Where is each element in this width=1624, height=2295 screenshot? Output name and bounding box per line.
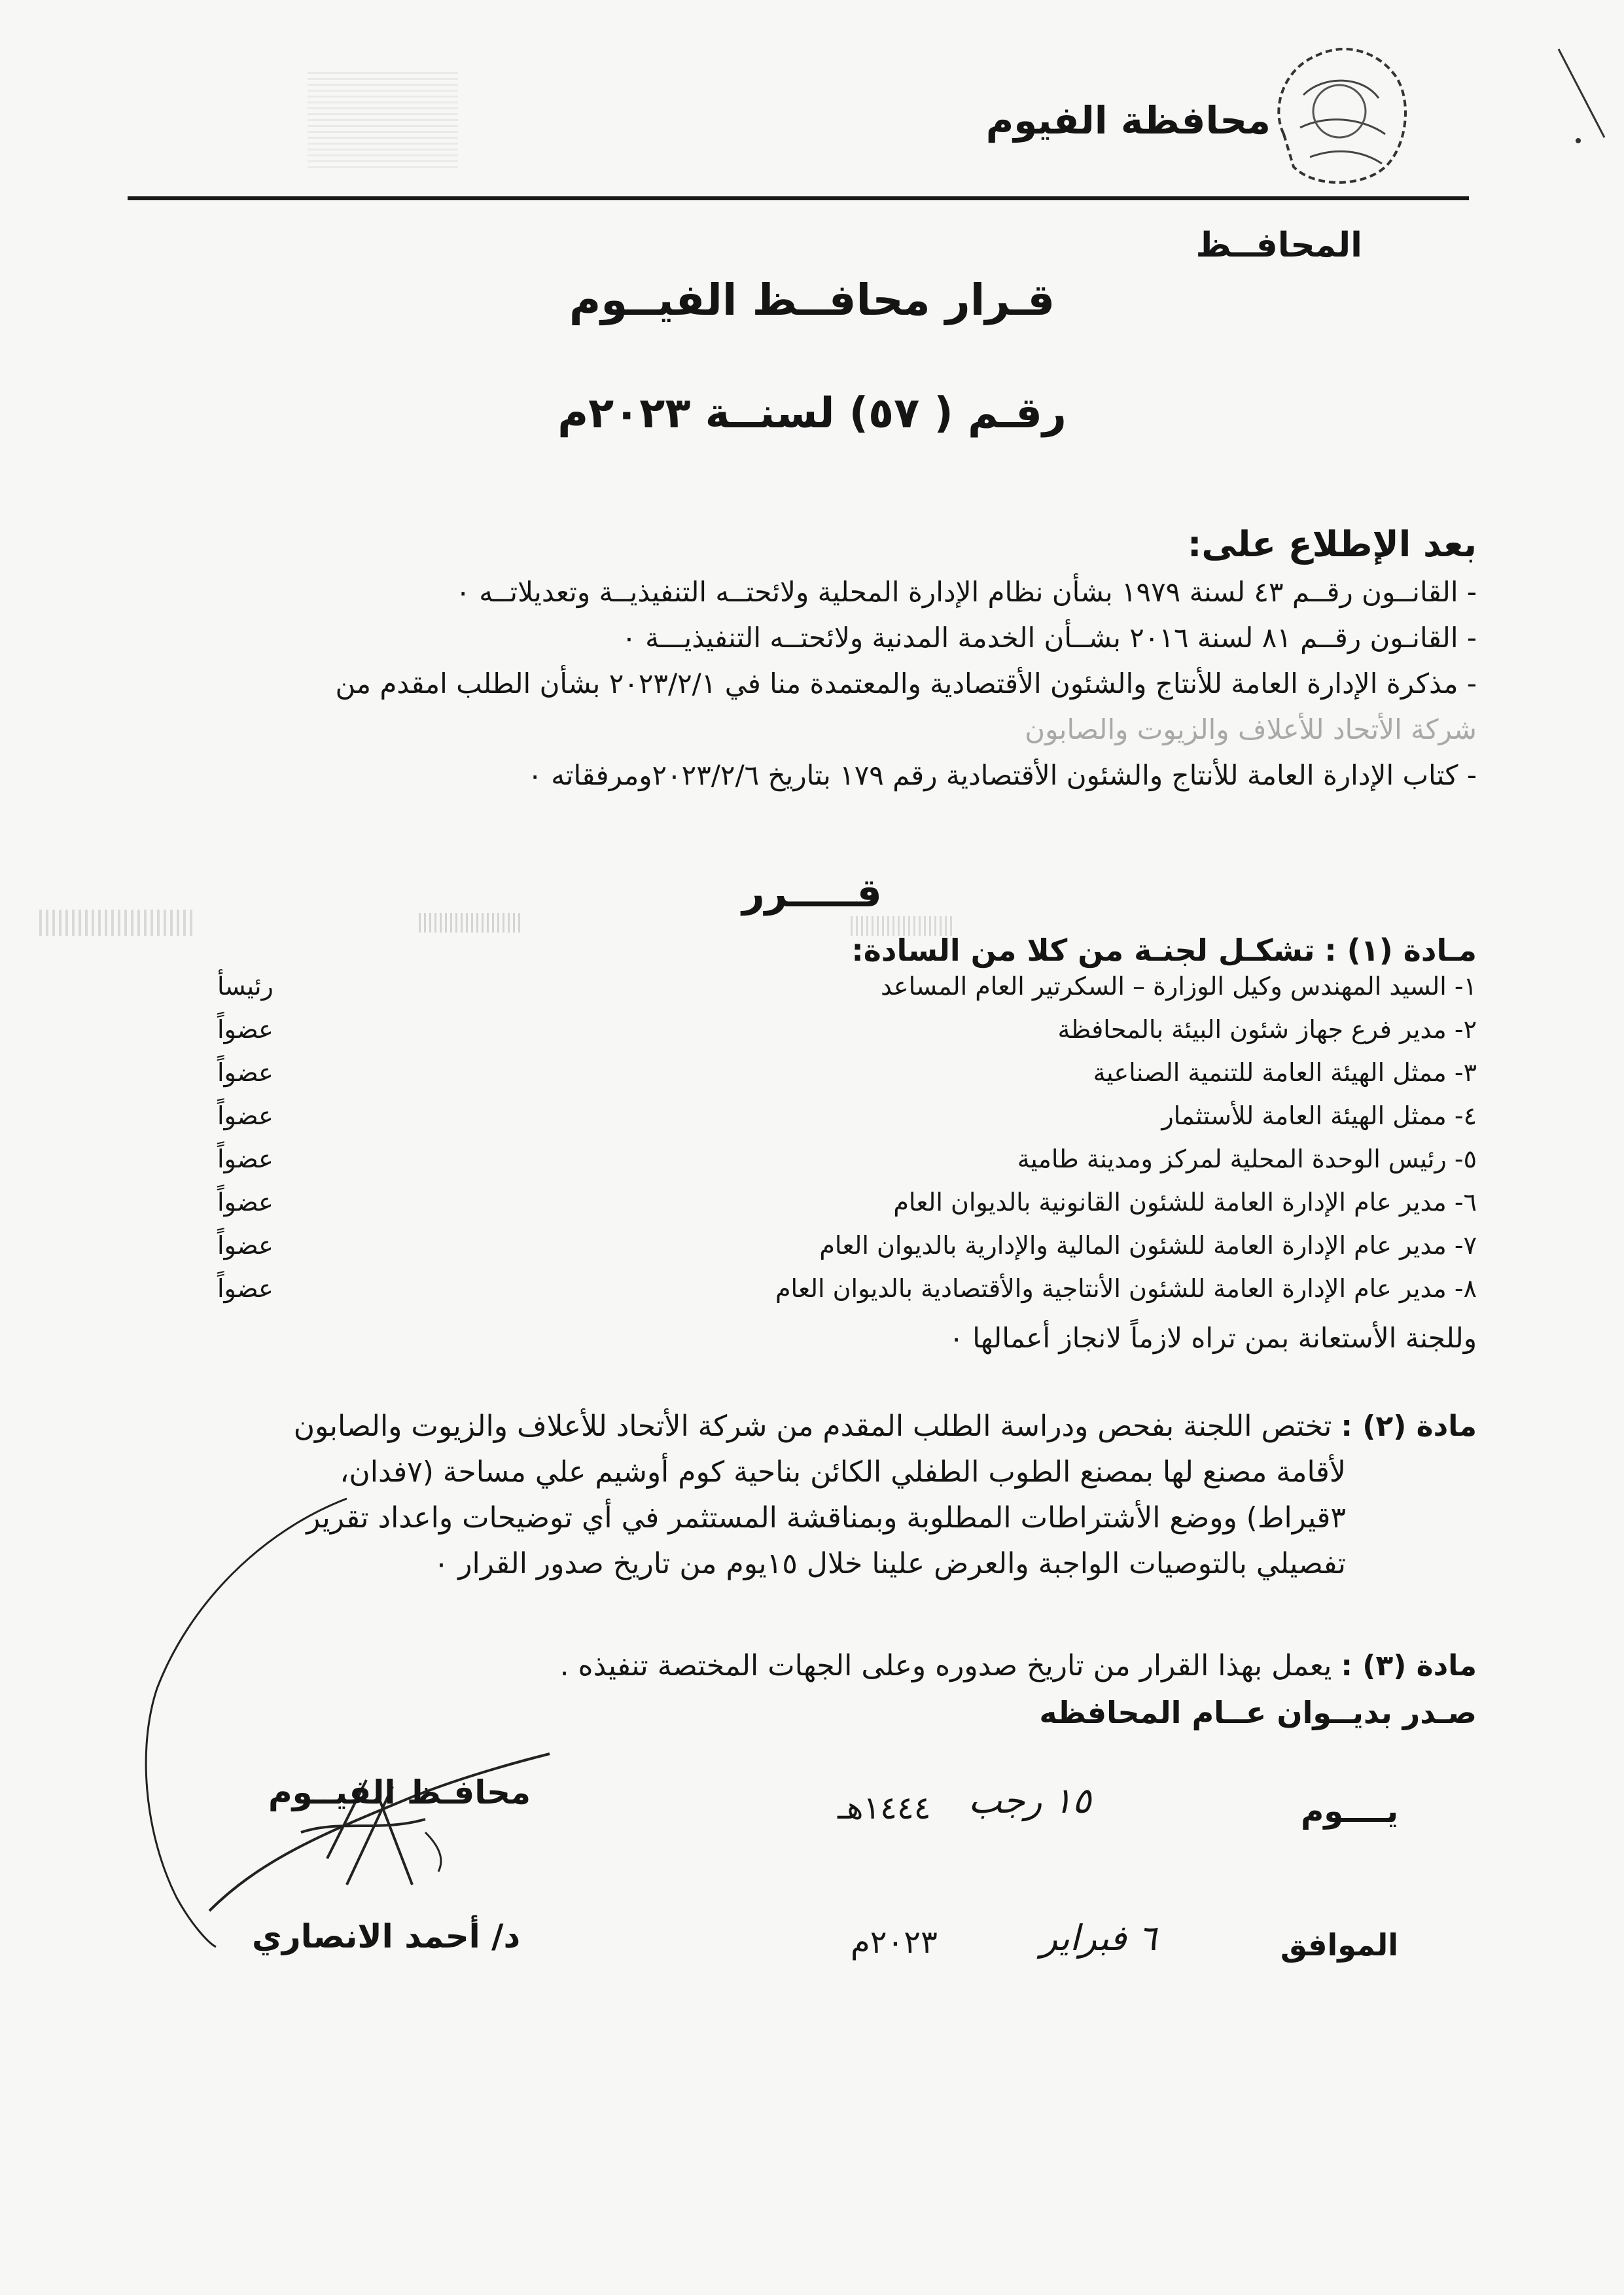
member-role: عضواً [217, 1188, 274, 1217]
member-role: عضواً [217, 1058, 274, 1087]
member-row [155, 1231, 1477, 1274]
member-name: ٢- مدير فرع جهاز شئون البيئة بالمحافظة [1057, 1015, 1477, 1044]
article-2-label: مادة (٢) : [1341, 1410, 1477, 1443]
member-role: عضواً [217, 1101, 274, 1130]
issued-at: صـدر بديــوان عــام المحافظه [1039, 1695, 1477, 1730]
article-1-closing: وللجنة الأستعانة بمن تراه لازماً لانجاز أعمالها ٠ [949, 1322, 1477, 1354]
article-3-label: مادة (٣) : [1341, 1649, 1477, 1682]
corresponding-label: الموافق [1280, 1927, 1398, 1963]
article-1-heading [851, 933, 1477, 968]
member-role: عضواً [217, 1145, 274, 1173]
governorate-name: محافظة الفيوم [985, 98, 1271, 143]
member-row [155, 1188, 1477, 1231]
member-role: رئيسأ [217, 972, 274, 1001]
article-3 [560, 1649, 1477, 1682]
preamble-item: - القانــون رقــم ٤٣ لسنة ١٩٧٩ بشأن نظام الإدارة المحلية ولائحتــه التنفيذيــة وتعديلاتــه ٠ [455, 576, 1477, 608]
day-label: يــــوم [1301, 1793, 1398, 1830]
article-2-line: لأقامة مصنع لها بمصنع الطوب الطفلي الكائن بناحية كوم أوشيم علي مساحة (٧فدان، [340, 1455, 1346, 1489]
member-row [155, 1058, 1477, 1101]
preamble-list [168, 569, 1477, 798]
member-name: ٤- ممثل الهيئة العامة للأستثمار [1161, 1101, 1477, 1130]
member-name: ٨- مدير عام الإدارة العامة للشئون الأنتاجية والأقتصادية بالديوان العام [775, 1274, 1477, 1303]
member-name: ٧- مدير عام الإدارة العامة للشئون المالية والإدارية بالديوان العام [819, 1231, 1477, 1260]
article-2-text: تختص اللجنة بفحص ودراسة الطلب المقدم من شركة الأتحاد للأعلاف والزيوت والصابون [293, 1410, 1332, 1443]
committee-members [155, 972, 1477, 1317]
member-row [155, 1101, 1477, 1145]
article-1-title: تشكـل لجنـة من كلا من السادة: [851, 933, 1315, 968]
member-role: عضواً [217, 1015, 274, 1044]
handwritten-signature [131, 1492, 602, 1950]
article-2-line: تفصيلي بالتوصيات الواجبة والعرض علينا خلال ١٥يوم من تاريخ صدور القرار ٠ [433, 1547, 1346, 1580]
governorate-seal-icon [1264, 36, 1415, 193]
article-1-label: مـادة (١) : [1324, 933, 1477, 968]
decree-title: قـرار محافــظ الفيــوم [569, 275, 1055, 325]
preamble-item: شركة الأتحاد للأعلاف والزيوت والصابون [1025, 713, 1477, 745]
scan-artifact [308, 72, 458, 170]
member-name: ١- السيد المهندس وكيل الوزارة – السكرتير العام المساعد [880, 972, 1477, 1001]
gregorian-date: ٦ فبراير [1040, 1917, 1157, 1959]
member-role: عضواً [217, 1231, 274, 1260]
issuer-label: المحافــظ [1195, 226, 1362, 265]
preamble-item: - القانـون رقــم ٨١ لسنة ٢٠١٦ بشــأن الخدمة المدنية ولائحتــه التنفيذيـــة ٠ [622, 622, 1477, 654]
preamble-heading: بعد الإطلاع على: [1187, 524, 1477, 565]
header-divider [128, 196, 1469, 200]
preamble-item: - كتاب الإدارة العامة للأنتاج والشئون الأقتصادية رقم ١٧٩ بتاريخ ٢٠٢٣/٢/٦ومرفقاته ٠ [527, 759, 1477, 791]
member-row [155, 1274, 1477, 1317]
member-role: عضواً [217, 1274, 274, 1303]
hijri-year: ١٤٤٤هـ [838, 1790, 931, 1826]
article-2-line [142, 1404, 1477, 1450]
signatory-name: د/ أحمد الانصاري [252, 1917, 521, 1955]
decree-number: رقـم ( ٥٧) لسنــة ٢٠٢٣م [557, 389, 1067, 438]
article-2-line: ٣قيراط) ووضع الأشتراطات المطلوبة وبمناقشة المستثمر في أي توضيحات واعداد تقرير [306, 1501, 1346, 1535]
member-row [155, 1145, 1477, 1188]
member-name: ٥- رئيس الوحدة المحلية لمركز ومدينة طامية [1017, 1145, 1477, 1173]
member-name: ٦- مدير عام الإدارة العامة للشئون القانونية بالديوان العام [893, 1188, 1477, 1217]
preamble-item: - مذكرة الإدارة العامة للأنتاج والشئون الأقتصادية والمعتمدة منا في ٢٠٢٣/٢/١ بشأن الطلب امقدم من [335, 667, 1477, 700]
decided-heading: قـــــرر [742, 870, 882, 916]
gregorian-year: ٢٠٢٣م [851, 1924, 938, 1961]
signatory-title: محافـظ الفيــوم [268, 1773, 531, 1811]
hijri-date: ١٥ رجب [968, 1780, 1091, 1821]
member-name: ٣- ممثل الهيئة العامة للتنمية الصناعية [1093, 1058, 1477, 1087]
article-3-text: يعمل بهذا القرار من تاريخ صدوره وعلى الجهات المختصة تنفيذه . [559, 1649, 1332, 1682]
member-row [155, 1015, 1477, 1058]
member-row [155, 972, 1477, 1015]
corner-mark [1552, 46, 1611, 151]
